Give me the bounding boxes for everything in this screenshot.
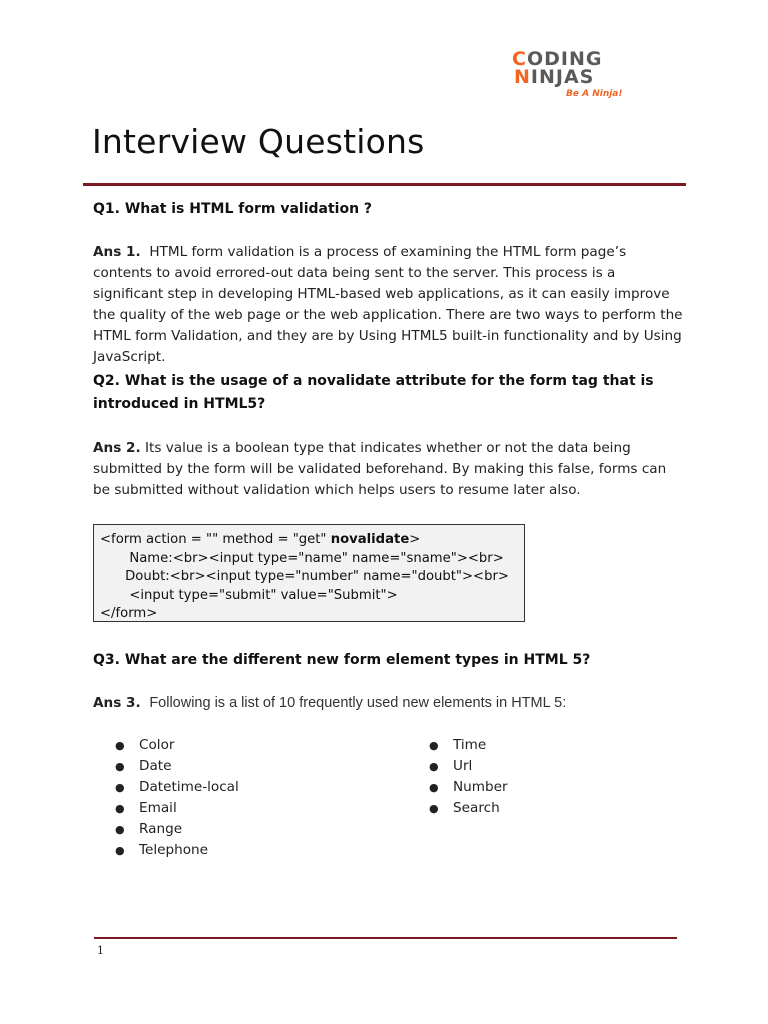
coding-ninjas-logo (512, 50, 630, 102)
list-item (115, 756, 239, 777)
list-item-label: Number (453, 779, 508, 795)
answer-2-label: Ans 2. (93, 440, 141, 456)
list-item-label: Search (453, 800, 500, 816)
bullet-icon: ● (429, 739, 439, 752)
list-item-label: Datetime-local (139, 779, 239, 795)
bullet-icon: ● (115, 739, 125, 752)
page-number: 1 (97, 944, 104, 957)
logo-accent-letter: N (514, 66, 531, 88)
header-divider (83, 183, 686, 186)
code-line-1 (100, 531, 524, 550)
code-line-2: Name:<br><input type="name" name="sname"><br> (100, 550, 504, 566)
list-item (115, 840, 239, 861)
list-item-label: Time (453, 737, 487, 753)
list-item-label: Range (139, 821, 183, 837)
bullet-icon: ● (115, 844, 125, 857)
list-item-label: Email (139, 800, 177, 816)
logo-tagline: Be A Ninja! (566, 89, 623, 99)
code-line-4: <input type="submit" value="Submit"> (100, 587, 398, 603)
logo-wordmark-bottom (514, 68, 594, 87)
bullet-icon: ● (429, 781, 439, 794)
code-line-5: </form> (100, 606, 158, 621)
list-item (115, 798, 239, 819)
element-list-right (429, 735, 508, 819)
bullet-icon: ● (115, 760, 125, 773)
list-item (115, 819, 239, 840)
footer-divider (94, 937, 677, 939)
answer-1-label: Ans 1. (93, 244, 141, 260)
answer-2-text: Its value is a boolean type that indicates whether or not the data being submitted by the form will be validated beforehand. By making this false, forms can be submitted without validation which helps users to resume later also. (93, 440, 667, 498)
code-line-1-start: <form action = "" method = "get" (100, 532, 331, 547)
page-title: Interview Questions (92, 122, 425, 161)
answer-3-label: Ans 3. (93, 695, 141, 711)
answer-3-text: Following is a list of 10 frequently used new elements in HTML 5: (149, 695, 567, 711)
list-item (429, 777, 508, 798)
bullet-icon: ● (429, 760, 439, 773)
code-snippet (93, 524, 525, 622)
answer-1-text: HTML form validation is a process of examining the HTML form page’s contents to avoid errored-out data being sent to the server. This process is a significant step in developing HTML-based web applications, as it can easily improve the quality of the web page or the web application. There are two ways to perform the HTML form Validation, and they are by Using HTML5 built-in functionality and by Using JavaScript. (93, 244, 683, 365)
list-item-label: Telephone (139, 842, 209, 858)
list-item (115, 735, 239, 756)
list-item (429, 756, 508, 777)
list-item (429, 798, 508, 819)
logo-accent-letter: C (512, 48, 527, 70)
logo-top-rest: ODING (526, 48, 603, 70)
logo-bottom-rest: INJAS (530, 66, 595, 88)
answer-1 (93, 242, 683, 368)
list-item-label: Color (139, 737, 175, 753)
bullet-icon: ● (115, 823, 125, 836)
list-item (115, 777, 239, 798)
question-1: Q1. What is HTML form validation ? (93, 201, 373, 217)
answer-2 (93, 438, 683, 501)
code-keyword-novalidate: novalidate (330, 532, 410, 547)
element-list-left (115, 735, 239, 861)
list-item-label: Date (139, 758, 172, 774)
bullet-icon: ● (429, 802, 439, 815)
bullet-icon: ● (115, 802, 125, 815)
question-3: Q3. What are the different new form element types in HTML 5? (93, 652, 591, 668)
list-item (429, 735, 508, 756)
question-2: Q2. What is the usage of a novalidate attribute for the form tag that is introduced in HTML5? (93, 373, 654, 412)
answer-3 (93, 693, 566, 714)
list-item-label: Url (453, 758, 473, 774)
code-line-3: Doubt:<br><input type="number" name="doubt"><br> (100, 569, 509, 584)
bullet-icon: ● (115, 781, 125, 794)
code-line-1-end: > (409, 532, 421, 547)
